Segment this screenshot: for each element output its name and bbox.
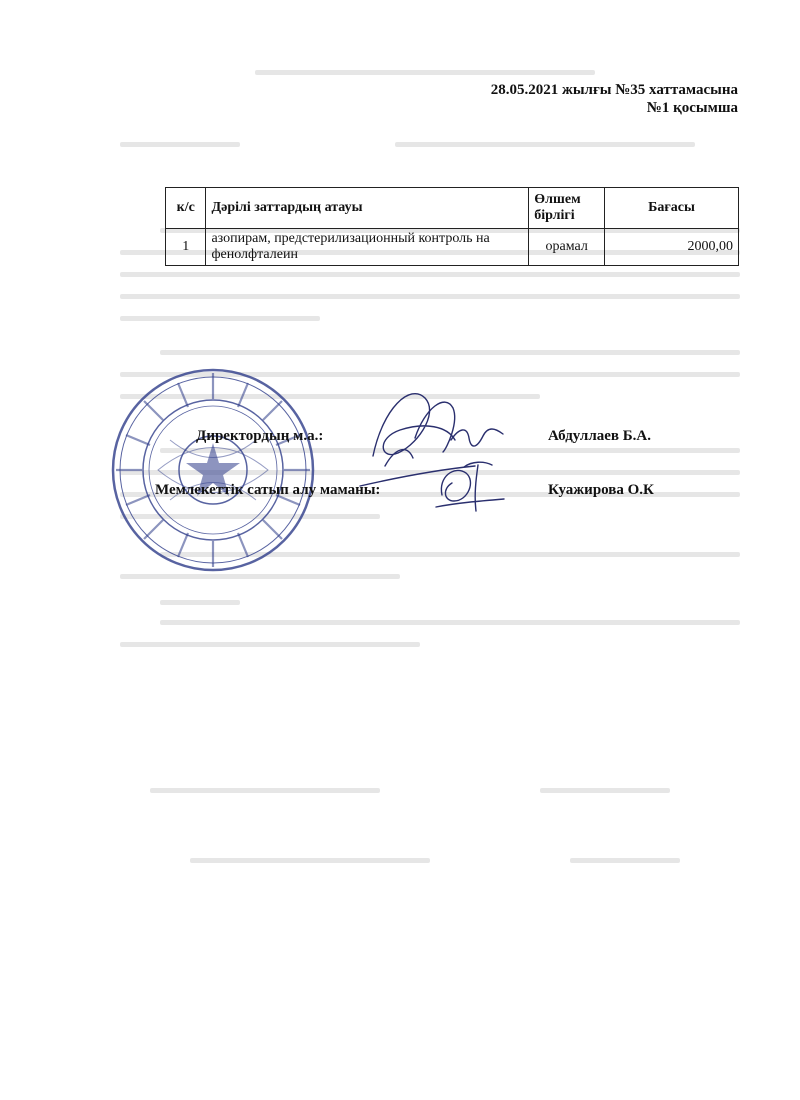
row-item-name: азопирам, предстерилизационный контроль на фенолфталеин [206,229,529,266]
annex-number: №1 қосымша [646,100,738,116]
row-number: 1 [166,229,206,266]
procurement-specialist-label: Мемлекеттік сатып алу маманы: [155,482,381,498]
goods-table [165,187,739,266]
column-header-price: Бағасы [605,188,739,229]
column-header-unit: Өлшем бірлігі [529,188,605,229]
column-header-name: Дәрілі заттардың атауы [206,188,529,229]
table-header-row [166,188,739,229]
procurement-specialist-name: Куажирова О.К [548,482,654,498]
row-price: 2000,00 [605,229,739,266]
table-row [166,229,739,266]
official-seal-icon [108,365,318,575]
annex-reference: 28.05.2021 жылғы №35 хаттамасына [490,82,738,98]
column-header-number: к/с [166,188,206,229]
director-name: Абдуллаев Б.А. [548,428,652,444]
procurement-signature-icon [432,455,512,517]
director-label: Директордың м.а.: [196,428,324,444]
row-unit: орамал [529,229,605,266]
